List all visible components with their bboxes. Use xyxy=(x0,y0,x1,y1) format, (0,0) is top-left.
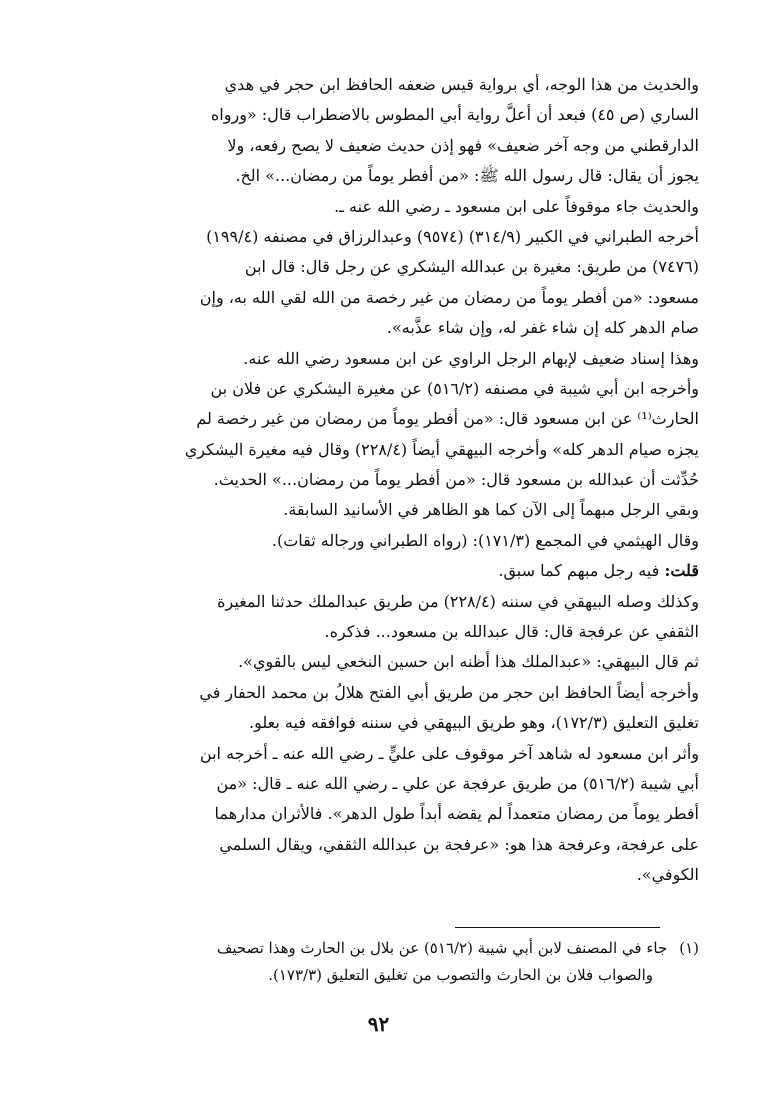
text-line: الثقفي عن عرفجة قال: قال عبدالله بن مسعود... فذكره. xyxy=(324,622,699,642)
text-line: أبي شيبة (٥١٦/٢) من طريق عرفجة عن علي ـ رضي الله عنه ـ قال: «من xyxy=(216,773,699,793)
text-line: وأخرجه أيضاً الحافظ ابن حجر من طريق أبي الفتح هلالُ بن محمد الحفار في xyxy=(199,682,699,702)
text-line: الحارث⁽¹⁾ عن ابن مسعود قال: «من أفطر يوماً من رمضان من غير رخصة لم xyxy=(196,409,699,429)
text-line: يجوز أن يقال: قال رسول الله ﷺ: «من أفطر يوماً من رمضان...» الخ. xyxy=(235,166,699,186)
footnote-divider xyxy=(455,927,660,928)
text-line: صام الدهر كله إن شاء غفر له، وإن شاء عذَّبه». xyxy=(386,318,699,338)
text-line: أفطر يوماً من رمضان متعمداً لم يقضه أبداً طول الدهر». فالأثران مدارهما xyxy=(214,804,699,824)
text-line: (٧٤٧٦) من طريق: مغيرة بن عبدالله اليشكري عن رجل قال: قال ابن xyxy=(244,257,699,277)
text-line: وأخرجه ابن أبي شيبة في مصنفه (٥١٦/٢) عن مغيرة اليشكري عن فلان بن xyxy=(210,378,699,398)
text-line: ثم قال البيهقي: «عبدالملك هذا أظنه ابن حسين النخعي ليس بالقوي». xyxy=(238,652,699,672)
text-line: الساري (ص ٤٥) فبعد أن أعلَّ رواية أبي المطوس بالاضطراب قال: «ورواه xyxy=(210,105,699,125)
text-line: الدارقطني من وجه آخر ضعيف» فهو إذن حديث ضعيف لا يصح رفعه، ولا xyxy=(227,135,699,155)
text-line: أخرجه الطبراني في الكبير (٣١٤/٩) (٩٥٧٤) وعبدالرزاق في مصنفه (١٩٩/٤) xyxy=(206,226,699,246)
qult-line xyxy=(66,556,699,586)
main-text xyxy=(66,70,699,891)
footnote-text-line1: جاء في المصنف لابن أبي شيبة (٥١٦/٢) عن بلال بن الحارث وهذا تصحيف xyxy=(216,939,668,957)
text-line: وقال الهيثمي في المجمع (١٧١/٣): (رواه الطبراني ورجاله ثقات). xyxy=(271,530,699,550)
qult-label: قلت: xyxy=(664,561,699,581)
text-line: حُدِّثت أن عبدالله بن مسعود قال: «من أفطر يوماً من رمضان...» الحديث. xyxy=(213,470,699,490)
text-line: وبقي الرجل مبهماً إلى الآن كما هو الظاهر في الأسانيد السابقة. xyxy=(283,500,699,520)
footnote-text-line2: والصواب فلان بن الحارث والتصوب من تغليق التعليق (١٧٣/٣). xyxy=(268,966,653,984)
text-line: الكوفي». xyxy=(636,865,699,885)
text-line: والحديث من هذا الوجه، أي برواية قيس ضعفه الحافظ ابن حجر في هدي xyxy=(224,75,699,94)
text-line: على عرفجة، وعرفجة هذا هو: «عرفجة بن عبدالله الثقفي، ويقال السلمي xyxy=(219,834,699,854)
text-line: وأثر ابن مسعود له شاهد آخر موقوف على عليٍّ ـ رضي الله عنه ـ أخرجه ابن xyxy=(199,743,699,763)
text-line: والحديث جاء موقوفاً على ابن مسعود ـ رضي الله عنه ـ. xyxy=(334,196,699,216)
footnote-1 xyxy=(59,935,699,962)
text-line: وهذا إسناد ضعيف لإبهام الرجل الراوي عن ابن مسعود رضي الله عنه. xyxy=(243,348,699,368)
footnotes xyxy=(59,935,699,989)
text-line: يجزه صيام الدهر كله» وأخرجه البيهقي أيضاً (٢٢٨/٤) وقال فيه مغيرة اليشكري xyxy=(184,439,699,459)
qult-text: فيه رجل مبهم كما سبق. xyxy=(498,561,660,581)
text-line: تغليق التعليق (١٧٢/٣)، وهو طريق البيهقي في سننه فوافقه فيه بعلو. xyxy=(249,713,699,733)
page-number: ٩٢ xyxy=(367,1012,390,1036)
text-line: وكذلك وصله البيهقي في سننه (٢٢٨/٤) من طريق عبدالملك حدثنا المغيرة xyxy=(217,591,699,611)
text-line: مسعود: «من أفطر يوماً من رمضان من غير رخصة من الله لقي الله به، وإن xyxy=(199,287,699,307)
footnote-number: (١) xyxy=(679,939,699,957)
